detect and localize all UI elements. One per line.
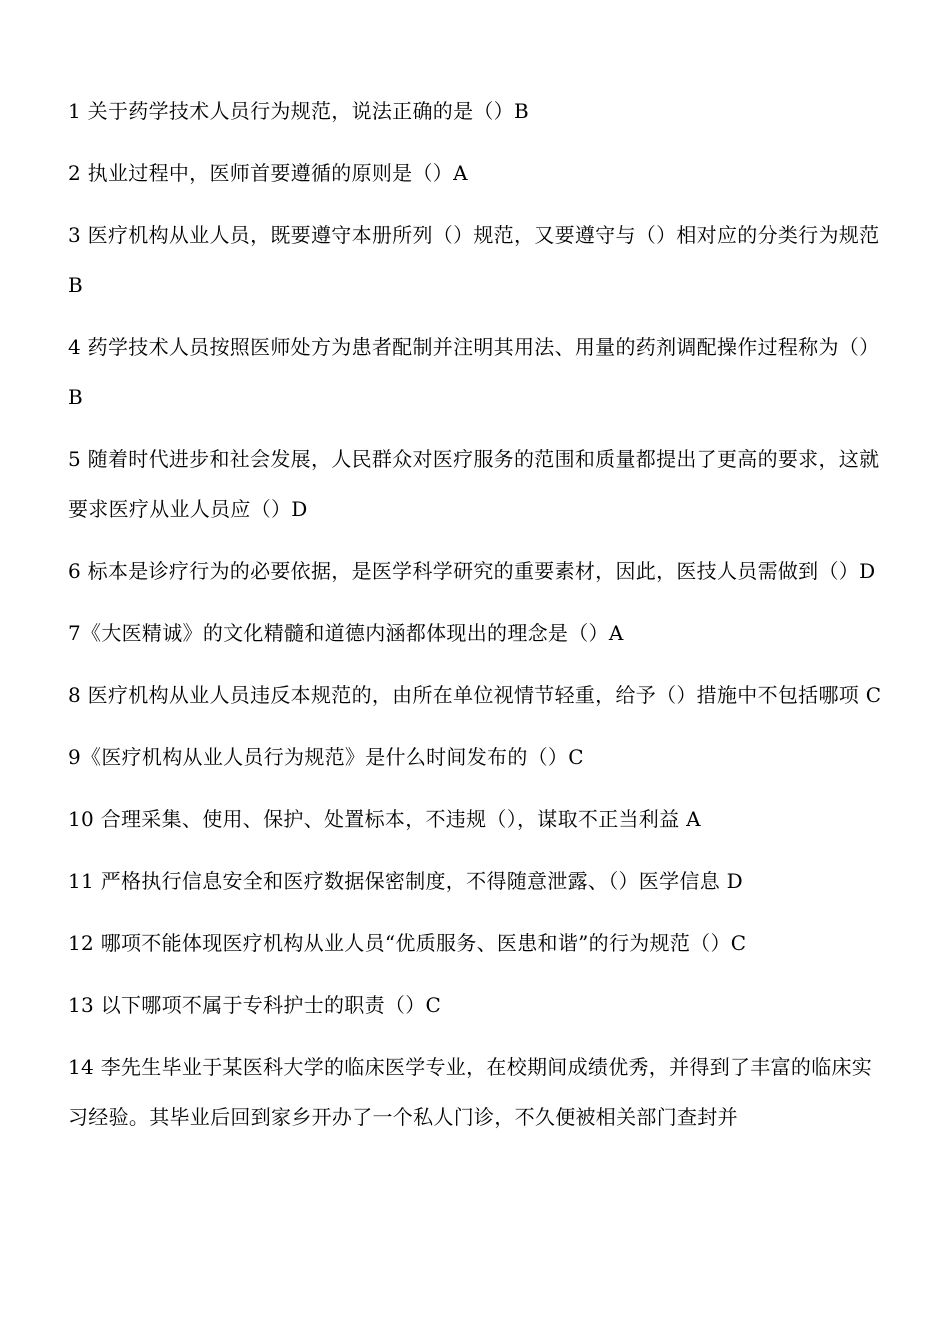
question-4: 4 药学技术人员按照医师处方为患者配制并注明其用法、用量的药剂调配操作过程称为（）B — [68, 335, 880, 409]
question-14: 14 李先生毕业于某医科大学的临床医学专业，在校期间成绩优秀，并得到了丰富的临床实习经验。其毕业后回到家乡开办了一个私人门诊，不久便被相关部门查封并 — [68, 1055, 873, 1129]
question-7: 7《大医精诚》的文化精髓和道德内涵都体现出的理念是（）A — [68, 621, 624, 645]
question-list — [68, 86, 882, 1154]
question-9: 9《医疗机构从业人员行为规范》是什么时间发布的（）C — [68, 745, 584, 769]
question-10: 10 合理采集、使用、保护、处置标本，不违规（），谋取不正当利益 A — [68, 807, 701, 831]
question-6: 6 标本是诊疗行为的必要依据，是医学科学研究的重要素材，因此，医技人员需做到（）D — [68, 559, 876, 583]
question-3: 3 医疗机构从业人员，既要遵守本册所列（）规范，又要遵守与（）相对应的分类行为规范 B — [68, 223, 880, 297]
question-5: 5 随着时代进步和社会发展，人民群众对医疗服务的范围和质量都提出了更高的要求，这就要求医疗从业人员应（）D — [68, 447, 880, 521]
question-2: 2 执业过程中，医师首要遵循的原则是（）A — [68, 161, 468, 185]
question-8: 8 医疗机构从业人员违反本规范的，由所在单位视情节轻重，给予（）措施中不包括哪项 C — [68, 683, 882, 707]
question-12: 12 哪项不能体现医疗机构从业人员“优质服务、医患和谐”的行为规范（）C — [68, 931, 747, 955]
question-1: 1 关于药学技术人员行为规范，说法正确的是（）B — [68, 99, 529, 123]
question-11: 11 严格执行信息安全和医疗数据保密制度，不得随意泄露、（）医学信息 D — [68, 869, 743, 893]
question-13: 13 以下哪项不属于专科护士的职责（）C — [68, 993, 442, 1017]
